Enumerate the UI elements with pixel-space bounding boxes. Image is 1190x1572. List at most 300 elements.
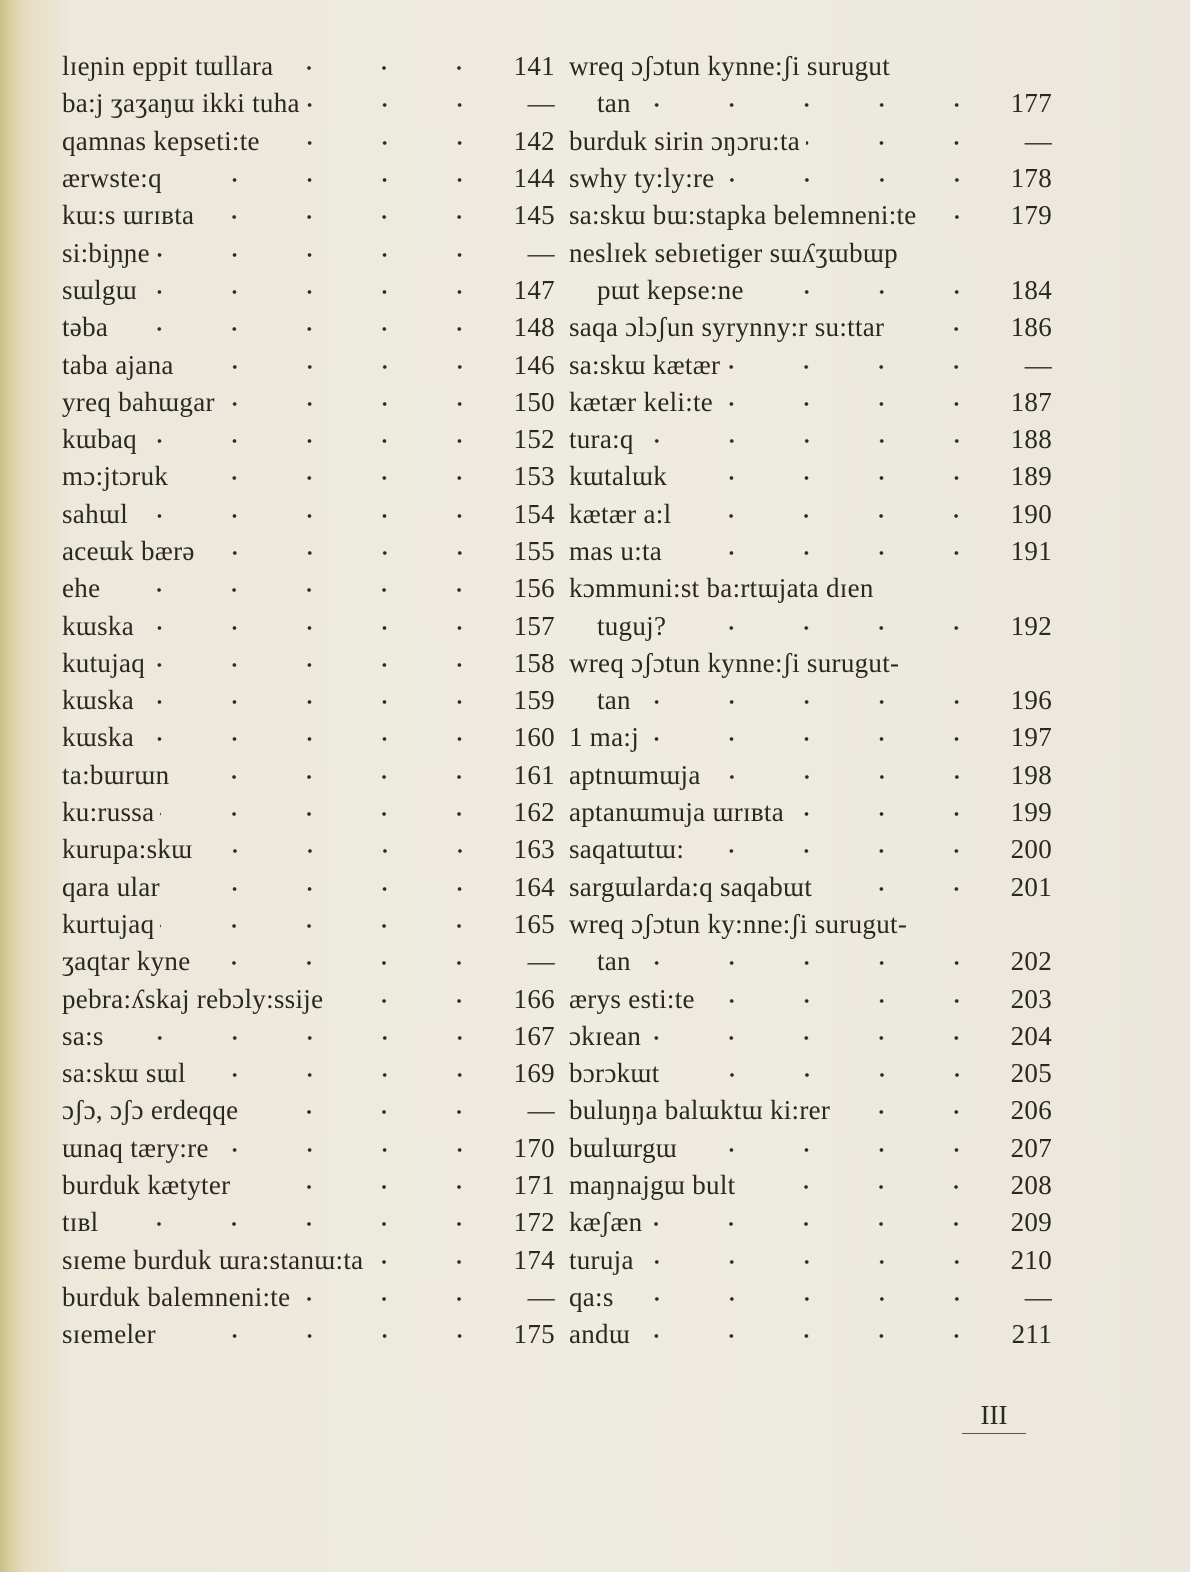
dot-leader <box>215 1145 497 1155</box>
entry-page-number: 158 <box>513 647 555 678</box>
dot-leader <box>637 958 994 968</box>
toc-row <box>62 980 1052 1017</box>
toc-entry-left <box>62 797 555 828</box>
toc-row <box>62 346 1052 383</box>
dot-leader <box>750 287 994 297</box>
dot-leader <box>306 100 497 110</box>
toc-row <box>62 645 1052 682</box>
toc-entry-right <box>569 238 1052 269</box>
toc-row <box>62 1242 1052 1279</box>
dot-leader <box>199 846 497 856</box>
toc-entry-left <box>62 238 555 269</box>
toc-row <box>62 48 1052 85</box>
toc-entry-right <box>569 1170 1052 1201</box>
dot-leader <box>648 1219 994 1229</box>
entry-title: tɪʙl <box>62 1207 99 1238</box>
dot-leader <box>640 1257 994 1267</box>
entry-title: kɯska <box>62 722 134 753</box>
dot-leader <box>690 846 994 856</box>
dot-leader <box>880 585 994 595</box>
toc-entry-right <box>569 1095 1052 1126</box>
entry-title: tuguj? <box>596 610 667 641</box>
toc-row <box>62 197 1052 234</box>
toc-entry-left <box>62 1319 555 1350</box>
entry-page-number: 178 <box>1010 163 1052 194</box>
dot-leader <box>162 1331 497 1341</box>
toc-entry-left <box>62 611 555 642</box>
toc-entry-right <box>569 722 1052 753</box>
entry-page-number: 203 <box>1010 983 1052 1014</box>
entry-page-number: 199 <box>1010 797 1052 828</box>
entry-page-number: 169 <box>513 1058 555 1089</box>
toc-entry-right <box>569 1058 1052 1089</box>
entry-title: maŋnajgɯ bult <box>568 1170 736 1201</box>
dot-leader <box>701 996 994 1006</box>
entry-title: tura:q <box>568 424 634 455</box>
entry-page-number: 170 <box>513 1132 555 1163</box>
toc-entry-right <box>569 685 1052 716</box>
entry-page-number: 145 <box>513 200 555 231</box>
toc-row <box>62 719 1052 756</box>
toc-entry-left <box>62 275 555 306</box>
toc-entry-right <box>569 872 1052 903</box>
dot-leader <box>106 585 497 595</box>
entry-title: sɪeme burduk ɯra:stanɯ:ta <box>62 1244 364 1275</box>
toc-entry-left <box>62 648 555 679</box>
toc-entry-left <box>62 163 555 194</box>
toc-entry-right <box>569 200 1052 231</box>
toc-row <box>62 234 1052 271</box>
dot-leader <box>196 958 496 968</box>
page-number: III <box>962 1400 1026 1434</box>
toc-entry-right <box>569 573 1052 604</box>
dot-leader <box>140 734 497 744</box>
toc-row <box>62 1316 1052 1353</box>
dot-leader <box>175 772 497 782</box>
toc-entry-right <box>569 536 1052 567</box>
dot-leader <box>640 436 994 446</box>
entry-title: mɔ:jtɔruk <box>62 461 169 492</box>
dot-leader <box>236 1182 497 1192</box>
toc-entry-left <box>62 200 555 231</box>
entry-page-number: 211 <box>1011 1319 1052 1350</box>
toc-entry-right <box>569 1245 1052 1276</box>
entry-page-number: 148 <box>513 312 555 343</box>
entry-title: burduk sirin ɔŋɔru:ta <box>568 125 801 156</box>
entry-page-number: 166 <box>513 983 555 1014</box>
entry-title: ɔʃɔ, ɔʃɔ erdeqqe <box>62 1095 239 1126</box>
toc-row <box>62 831 1052 868</box>
toc-row <box>62 1092 1052 1129</box>
entry-title: aptnɯmɯja <box>568 759 701 790</box>
entry-page-number: 196 <box>1010 685 1052 716</box>
entry-title: aptanɯmuja ɯrɪʙta <box>568 797 784 828</box>
entry-title: yreq bahɯgar <box>62 386 215 417</box>
entry-title: qara ular <box>62 871 160 902</box>
toc-entry-left <box>62 946 555 977</box>
entry-page-number: 190 <box>1010 498 1052 529</box>
toc-row <box>62 123 1052 160</box>
entry-title: ɔkɪean <box>568 1020 642 1051</box>
toc-row <box>62 272 1052 309</box>
dot-leader <box>683 1145 994 1155</box>
toc-row <box>62 869 1052 906</box>
dot-leader <box>666 1070 994 1080</box>
toc-entry-right <box>569 499 1052 530</box>
toc-entry-right <box>569 126 1052 157</box>
dot-leader <box>620 1294 994 1304</box>
entry-title: mas u:ta <box>568 536 663 566</box>
toc-row <box>62 384 1052 421</box>
entry-title: ku:russa <box>62 797 155 828</box>
toc-row <box>62 458 1052 495</box>
dot-leader <box>672 623 994 633</box>
entry-title: tan <box>596 88 631 119</box>
dot-leader <box>140 623 497 633</box>
toc-row <box>62 682 1052 719</box>
entry-title: tan <box>596 946 631 977</box>
entry-title: pɯt kepse:ne <box>596 274 744 305</box>
entry-page-number: 144 <box>513 163 555 194</box>
toc-entry-right <box>569 461 1052 492</box>
entry-title: sa:skɯ bɯ:stapka belemneni:te <box>568 200 917 231</box>
dot-leader <box>673 473 994 483</box>
entry-title: sa:skɯ kætær <box>568 349 721 380</box>
toc-entry-left <box>62 424 555 455</box>
toc-entry-right <box>569 1133 1052 1164</box>
entry-title: kɯska <box>62 685 134 716</box>
dot-leader <box>201 548 497 558</box>
entry-page-number: 191 <box>1010 536 1052 566</box>
entry-title: wreq ɔʃɔtun kynne:ʃi surugut <box>568 51 891 82</box>
dot-leader <box>637 697 994 707</box>
entry-page-number: — <box>527 1281 555 1312</box>
toc-row <box>62 607 1052 644</box>
entry-page-number: 206 <box>1010 1095 1052 1126</box>
toc-entry-right <box>569 424 1052 455</box>
entry-title: si:biɲɲe <box>62 237 150 268</box>
entry-title: kɯska <box>62 610 134 641</box>
entry-title: ʒaqtar kyne <box>62 946 191 977</box>
dot-leader <box>806 138 994 148</box>
entry-title: təba <box>62 312 109 343</box>
entry-title: sɪemeler <box>62 1319 156 1350</box>
dot-leader <box>904 250 994 260</box>
dot-leader <box>279 63 497 73</box>
entry-page-number: 146 <box>513 349 555 380</box>
entry-title: saqatɯtɯ: <box>568 834 685 865</box>
toc-entry-right <box>569 350 1052 381</box>
entry-title: qamnas kepseti:te <box>62 125 260 156</box>
entry-title: kæʃæn <box>568 1207 643 1238</box>
entry-title: ba:j ʒaʒaŋɯ ikki tuha <box>62 88 300 119</box>
toc-entry-right <box>569 1319 1052 1350</box>
entry-page-number: — <box>1024 349 1052 380</box>
toc-entry-right <box>569 648 1052 679</box>
entry-title: ærys esti:te <box>568 983 695 1014</box>
dot-leader <box>296 1294 497 1304</box>
dot-leader <box>677 511 994 521</box>
dot-leader <box>645 734 994 744</box>
toc-entry-right <box>569 1282 1052 1313</box>
entry-page-number: 188 <box>1010 424 1052 455</box>
entry-page-number: 209 <box>1010 1207 1052 1238</box>
dot-leader <box>180 362 497 372</box>
entry-title: sargɯlarda:q saqabɯt <box>568 871 813 902</box>
dot-leader <box>104 1219 497 1229</box>
entry-title: kurupa:skɯ <box>62 834 193 865</box>
dot-leader <box>719 399 994 409</box>
toc-entry-left <box>62 722 555 753</box>
dot-leader <box>369 1257 497 1267</box>
entry-title: saqa ɔlɔʃun syrynny:r su:ttar <box>568 312 885 343</box>
table-of-contents <box>62 48 1052 1353</box>
entry-title: aceɯk bærə <box>62 536 195 566</box>
entry-page-number: 184 <box>1010 274 1052 305</box>
entry-page-number: 201 <box>1010 871 1052 902</box>
entry-page-number: 156 <box>513 573 555 604</box>
toc-entry-left <box>62 909 555 940</box>
toc-entry-left <box>62 126 555 157</box>
entry-page-number: 155 <box>513 536 555 566</box>
dot-leader <box>636 1331 994 1341</box>
entry-page-number: 179 <box>1010 200 1052 231</box>
entry-title: sa:s <box>62 1020 104 1051</box>
entry-page-number: — <box>527 946 555 977</box>
dot-leader <box>913 921 994 931</box>
dot-leader <box>707 772 994 782</box>
entry-page-number: 172 <box>513 1207 555 1238</box>
toc-entry-left <box>62 51 555 82</box>
toc-row <box>62 906 1052 943</box>
entry-title: pebra:ʎskaj rebɔly:ssije <box>62 983 324 1014</box>
entry-title: ærwste:q <box>62 163 162 194</box>
toc-entry-left <box>62 1133 555 1164</box>
toc-row <box>62 794 1052 831</box>
entry-title: 1 ma:j <box>568 722 639 753</box>
entry-page-number: 205 <box>1010 1058 1052 1089</box>
toc-row <box>62 1204 1052 1241</box>
entry-title: kutujaq <box>62 647 146 678</box>
entry-title: taba ajana <box>62 349 174 380</box>
toc-entry-right <box>569 909 1052 940</box>
entry-page-number: — <box>527 237 555 268</box>
entry-title: kætær a:l <box>568 498 672 529</box>
entry-title: kurtujaq <box>62 908 155 939</box>
entry-title: sahɯl <box>62 498 128 529</box>
entry-page-number: 200 <box>1010 834 1052 865</box>
entry-title: sɯlgɯ <box>62 274 138 305</box>
entry-title: kɯ:s ɯrɪʙta <box>62 200 195 231</box>
toc-row <box>62 1055 1052 1092</box>
dot-leader <box>890 324 994 334</box>
toc-entry-left <box>62 1170 555 1201</box>
entry-title: qa:s <box>568 1281 614 1312</box>
toc-row <box>62 85 1052 122</box>
dot-leader <box>140 697 497 707</box>
toc-row <box>62 943 1052 980</box>
toc-entry-left <box>62 1245 555 1276</box>
dot-leader <box>174 473 497 483</box>
toc-entry-left <box>62 1207 555 1238</box>
toc-row <box>62 421 1052 458</box>
entry-title: wreq ɔʃɔtun ky:nne:ʃi surugut- <box>568 908 908 939</box>
dot-leader <box>923 212 994 222</box>
entry-page-number: 163 <box>513 834 555 865</box>
dot-leader <box>329 996 497 1006</box>
toc-row <box>62 160 1052 197</box>
entry-page-number: — <box>527 1095 555 1126</box>
dot-leader <box>134 511 497 521</box>
dot-leader <box>166 884 497 894</box>
toc-entry-right <box>569 797 1052 828</box>
entry-title: lɪeɲin eppit tɯllara <box>62 51 274 82</box>
entry-page-number: 164 <box>513 871 555 902</box>
toc-entry-right <box>569 946 1052 977</box>
entry-page-number: — <box>1024 1281 1052 1312</box>
dot-leader <box>244 1107 497 1117</box>
dot-leader <box>156 250 497 260</box>
toc-row <box>62 570 1052 607</box>
toc-row <box>62 1279 1052 1316</box>
toc-entry-left <box>62 461 555 492</box>
entry-title: tan <box>596 685 631 716</box>
page-binding-edge <box>0 0 22 1572</box>
entry-page-number: 202 <box>1010 946 1052 977</box>
entry-title: kɯtalɯk <box>568 461 668 492</box>
entry-title: ehe <box>62 573 101 604</box>
toc-entry-right <box>569 51 1052 82</box>
entry-page-number: 162 <box>513 797 555 828</box>
dot-leader <box>836 1107 994 1117</box>
entry-page-number: 160 <box>513 722 555 753</box>
toc-row <box>62 496 1052 533</box>
toc-row <box>62 1167 1052 1204</box>
entry-page-number: 208 <box>1010 1170 1052 1201</box>
toc-entry-right <box>569 834 1052 865</box>
dot-leader <box>790 809 994 819</box>
toc-row <box>62 533 1052 570</box>
entry-title: kɯbaq <box>62 424 137 455</box>
entry-title: ta:bɯrɯn <box>62 759 170 790</box>
toc-entry-left <box>62 499 555 530</box>
entry-page-number: 189 <box>1010 461 1052 492</box>
dot-leader <box>668 548 994 558</box>
toc-entry-right <box>569 1021 1052 1052</box>
entry-page-number: 186 <box>1010 312 1052 343</box>
dot-leader <box>143 287 497 297</box>
dot-leader <box>151 660 497 670</box>
entry-page-number: 142 <box>513 125 555 156</box>
toc-entry-left <box>62 536 555 567</box>
entry-title: kɔmmuni:st ba:rtɯjata dɪen <box>568 573 874 604</box>
dot-leader <box>200 212 497 222</box>
entry-page-number: — <box>1024 125 1052 156</box>
entry-page-number: 197 <box>1010 722 1052 753</box>
dot-leader <box>726 362 994 372</box>
entry-page-number: 141 <box>513 51 555 82</box>
entry-page-number: 207 <box>1010 1132 1052 1163</box>
toc-row <box>62 309 1052 346</box>
entry-title: buluŋŋa balɯktɯ ki:rer <box>568 1095 831 1126</box>
toc-entry-left <box>62 1021 555 1052</box>
entry-page-number: 192 <box>1010 610 1052 641</box>
dot-leader <box>896 63 994 73</box>
entry-page-number: 153 <box>513 461 555 492</box>
dot-leader <box>192 1070 497 1080</box>
entry-title: burduk balemneni:te <box>62 1281 291 1312</box>
entry-page-number: — <box>527 88 555 119</box>
toc-entry-right <box>569 984 1052 1015</box>
toc-entry-right <box>569 387 1052 418</box>
entry-page-number: 210 <box>1010 1244 1052 1275</box>
toc-entry-left <box>62 984 555 1015</box>
dot-leader <box>741 1182 994 1192</box>
toc-entry-left <box>62 834 555 865</box>
toc-entry-right <box>569 1207 1052 1238</box>
entry-title: neslɪek sebɪetiger sɯʎʒɯbɯp <box>568 237 898 268</box>
dot-leader <box>637 100 994 110</box>
entry-page-number: 177 <box>1010 88 1052 119</box>
toc-entry-left <box>62 1282 555 1313</box>
toc-row <box>62 757 1052 794</box>
toc-entry-left <box>62 350 555 381</box>
toc-row <box>62 1130 1052 1167</box>
toc-entry-left <box>62 387 555 418</box>
dot-leader <box>114 324 497 334</box>
toc-entry-right <box>569 163 1052 194</box>
entry-title: kætær keli:te <box>568 386 714 417</box>
entry-page-number: 167 <box>513 1020 555 1051</box>
toc-entry-left <box>62 88 555 119</box>
entry-page-number: 154 <box>513 498 555 529</box>
entry-page-number: 204 <box>1010 1020 1052 1051</box>
toc-row <box>62 1018 1052 1055</box>
dot-leader <box>647 1033 994 1043</box>
entry-title: burduk kætyter <box>62 1170 231 1201</box>
toc-entry-left <box>62 312 555 343</box>
entry-title: ɯnaq tæry:re <box>62 1132 209 1163</box>
dot-leader <box>143 436 497 446</box>
entry-page-number: 198 <box>1010 759 1052 790</box>
entry-page-number: 174 <box>513 1244 555 1275</box>
toc-entry-right <box>569 760 1052 791</box>
entry-page-number: 157 <box>513 610 555 641</box>
entry-title: bɔrɔkɯt <box>568 1058 660 1089</box>
dot-leader <box>721 175 994 185</box>
toc-entry-left <box>62 685 555 716</box>
toc-entry-left <box>62 760 555 791</box>
dot-leader <box>266 138 497 148</box>
toc-entry-left <box>62 1095 555 1126</box>
entry-page-number: 147 <box>513 274 555 305</box>
dot-leader <box>905 660 994 670</box>
toc-entry-right <box>569 275 1052 306</box>
entry-page-number: 187 <box>1010 386 1052 417</box>
toc-entry-right <box>569 88 1052 119</box>
dot-leader <box>168 175 497 185</box>
entry-title: swhy ty:ly:re <box>568 163 715 194</box>
toc-entry-right <box>569 611 1052 642</box>
entry-page-number: 161 <box>513 759 555 790</box>
entry-title: bɯlɯrgɯ <box>568 1132 678 1163</box>
entry-page-number: 159 <box>513 685 555 716</box>
entry-title: andɯ <box>568 1319 631 1350</box>
dot-leader <box>160 809 497 819</box>
toc-entry-left <box>62 872 555 903</box>
entry-title: sa:skɯ sɯl <box>62 1058 186 1089</box>
entry-page-number: 152 <box>513 424 555 455</box>
